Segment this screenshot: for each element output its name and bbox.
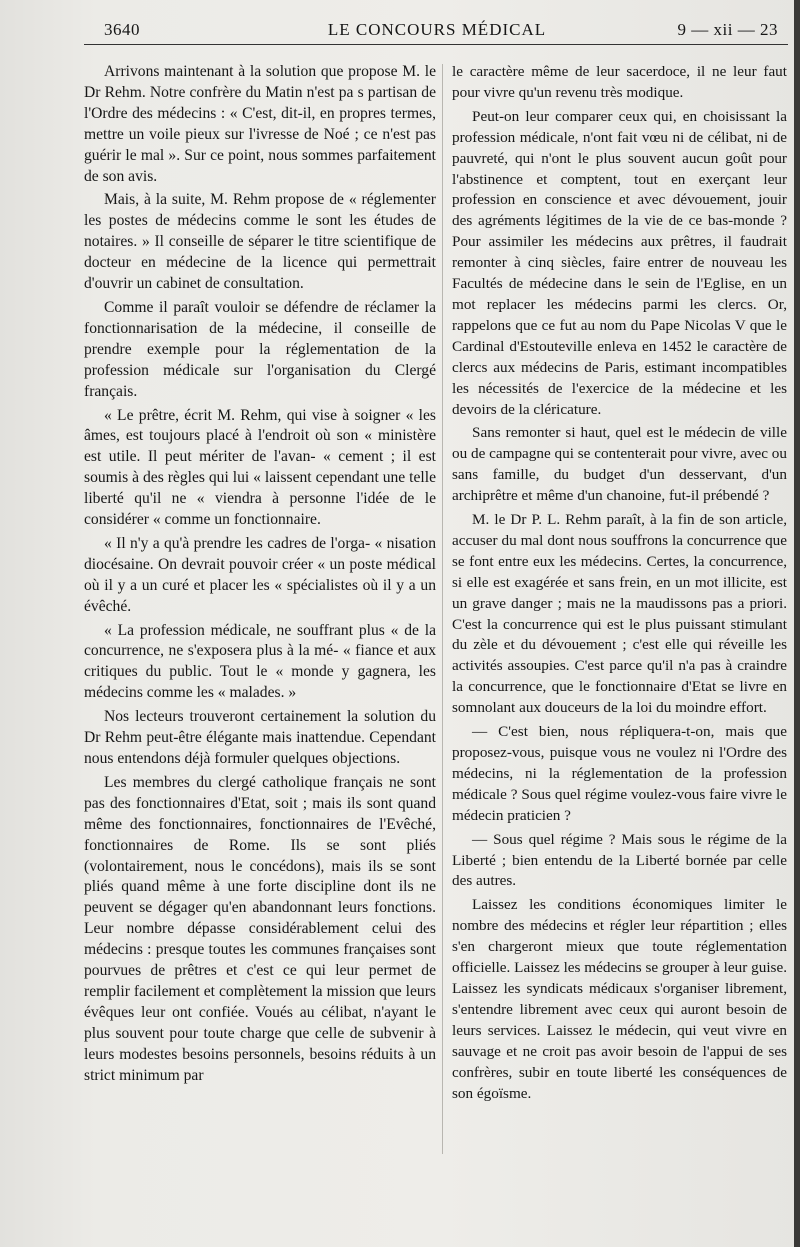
page-number: 3640 bbox=[104, 20, 140, 39]
paragraph: Nos lecteurs trouveront certainement la solution du Dr Rehm peut-être élégante mais inattendue. Cependant nous entendons déjà formuler quelques objections. bbox=[84, 708, 436, 767]
paragraph: Peut-on leur comparer ceux qui, en choisissant la profession médicale, n'ont fait vœu ni de célibat, ni de pauvreté, qui n'ont le plus souvent aucun goût pour l'abstinence et comptent, tout en exerçant leur profession en conscience et avec dévouement, jouir des agréments légitimes de la vie de ce bas-monde ? Pour assimiler les médecins aux prêtres, il faudrait remonter à cinq siècles, faire entrer de nouveau les Facultés de médecine dans le sein de l'Eglise, en un mot replacer les médecins parmi les clercs. Or, rappelons que ce fut au nom du Pape Nicolas V que le Cardinal d'Estouteville enleva en 1452 le caractère de clercs aux médecins de Paris, estimant incompatibles les nécessités de l'exercice de la médecine et les devoirs de la cléricature. bbox=[452, 107, 787, 418]
right-column bbox=[452, 62, 787, 1107]
issue-date: 9 — xii — 23 bbox=[677, 20, 778, 39]
quote-paragraph: « Il n'y a qu'à prendre les cadres de l'orga- « nisation diocésaine. On devrait pouvoir créer « un poste médical où il y a un curé et placer les « spécialistes où il y a un évêché. bbox=[84, 534, 436, 615]
quote-paragraph: « La profession médicale, ne souffrant plus « de la concurrence, ne s'exposera plus à la mé- « fiance et aux critiques du public. Tout le « monde y gagnera, les médecins comme les « malades. » bbox=[84, 621, 436, 702]
left-column bbox=[84, 62, 436, 1090]
paragraph: Mais, à la suite, M. Rehm propose de « réglementer les postes de médecins comme le sont les études de notaires. » Il conseille de séparer le titre scientifique de docteur en médecine de la licence qui permettrait d'ouvrir un cabinet de consultation. bbox=[84, 191, 436, 293]
header-rule bbox=[84, 44, 788, 45]
paragraph: Arrivons maintenant à la solution que propose M. le Dr Rehm. Notre confrère du Matin n'est pa s partisan de l'Ordre des médecins : « C'est, dit-il, en propres termes, mettre un voile pieux sur l'ivresse de Noé ; ce n'est pas guérir le mal ». Sur ce point, nous sommes parfaitement de son avis. bbox=[84, 63, 436, 185]
journal-title: LE CONCOURS MÉDICAL bbox=[327, 20, 547, 39]
column-divider bbox=[442, 64, 443, 1154]
paragraph: M. le Dr P. L. Rehm paraît, à la fin de son article, accuser du mal dont nous souffrons la concurrence que se font entre eux les médecins. Certes, la concurrence, si elle est exagérée et sans frein, en un mot illicite, est un grave danger ; mais ne la maudissons pas a priori. C'est la concurrence qui est le plus puissant stimulant du zèle et du dévouement ; c'est elle qui réveille les activités assoupies. C'est parce qu'il n'a pas à craindre la concurrence, que le fonctionnaire d'Etat se livre en somnolant aux douceurs de la loi du moindre effort. bbox=[452, 511, 787, 717]
scan-edge bbox=[794, 0, 800, 1247]
quote-paragraph: « Le prêtre, écrit M. Rehm, qui vise à soigner « les âmes, est toujours placé à l'endroit où son « ministère est utile. Il peut mériter de l'avan- « cement ; il est soumis à des règles qui lui « laissent cependant une telle liberté qu'il ne « viendra à personne l'idée de le considérer « comme un fonctionnaire. bbox=[84, 406, 436, 529]
paragraph: — C'est bien, nous répliquera-t-on, mais que proposez-vous, puisque vous ne voulez ni l'Ordre des médecins, ni la réglementation de la profession médicale ? Sous quel régime voulez-vous faire vivre le médecin praticien ? bbox=[452, 723, 787, 824]
paragraph: Laissez les conditions économiques limiter le nombre des médecins et régler leur répartition ; elles s'en chargeront mieux que toute réglementation officielle. Laissez les médecins se grouper à leur guise. Laissez les syndicats médicaux s'organiser librement, s'entendre librement avec ceux qui auront besoin de leurs services. Laissez le médecin, qui veut vivre en sauvage et ne croit pas avoir besoin de l'appui de ses confrères, subir en toute liberté les conséquences de son égoïsme. bbox=[452, 896, 787, 1102]
paragraph: — Sous quel régime ? Mais sous le régime de la Liberté ; bien entendu de la Liberté bornée par celle des autres. bbox=[452, 830, 787, 890]
page-header bbox=[96, 18, 778, 46]
paragraph: Comme il paraît vouloir se défendre de réclamer la fonctionnarisation de la médecine, il conseille de prendre exemple pour la réglementation de la profession médicale sur l'organisation du Clergé français. bbox=[84, 298, 436, 400]
paragraph: Sans remonter si haut, quel est le médecin de ville ou de campagne qui se contenterait pour vivre, avec ou sans famille, du budget d'un desservant, d'un archiprêtre et même d'un chanoine, fut-il prébendé ? bbox=[452, 424, 787, 505]
paragraph: Les membres du clergé catholique français ne sont pas des fonctionnaires d'Etat, soit ; mais ils sont quand même des fonctionnaires, fonctionnaires de l'Evêché, fonctionnaires de Rome. Ils se sont pliés (volontairement, nous le concédons), mais ils se sont pliés quand même à une forte discipline dont ils ne peuvent se dégager qu'en abandonnant leurs fonctions. Leur nombre dépasse considérablement celui des médecins : presque toutes les communes françaises sont pourvues de prêtres et c'est ce qui leur permet de remplir facilement et complètement la mission que leurs évêques leur ont confiée. Voués au célibat, n'ayant le plus souvent pour toute charge que celle de subvenir à leurs modestes besoins personnels, besoins réduits à un strict minimum par bbox=[84, 773, 436, 1084]
paragraph: le caractère même de leur sacerdoce, il ne leur faut pour vivre qu'un revenu très modique. bbox=[452, 63, 787, 101]
